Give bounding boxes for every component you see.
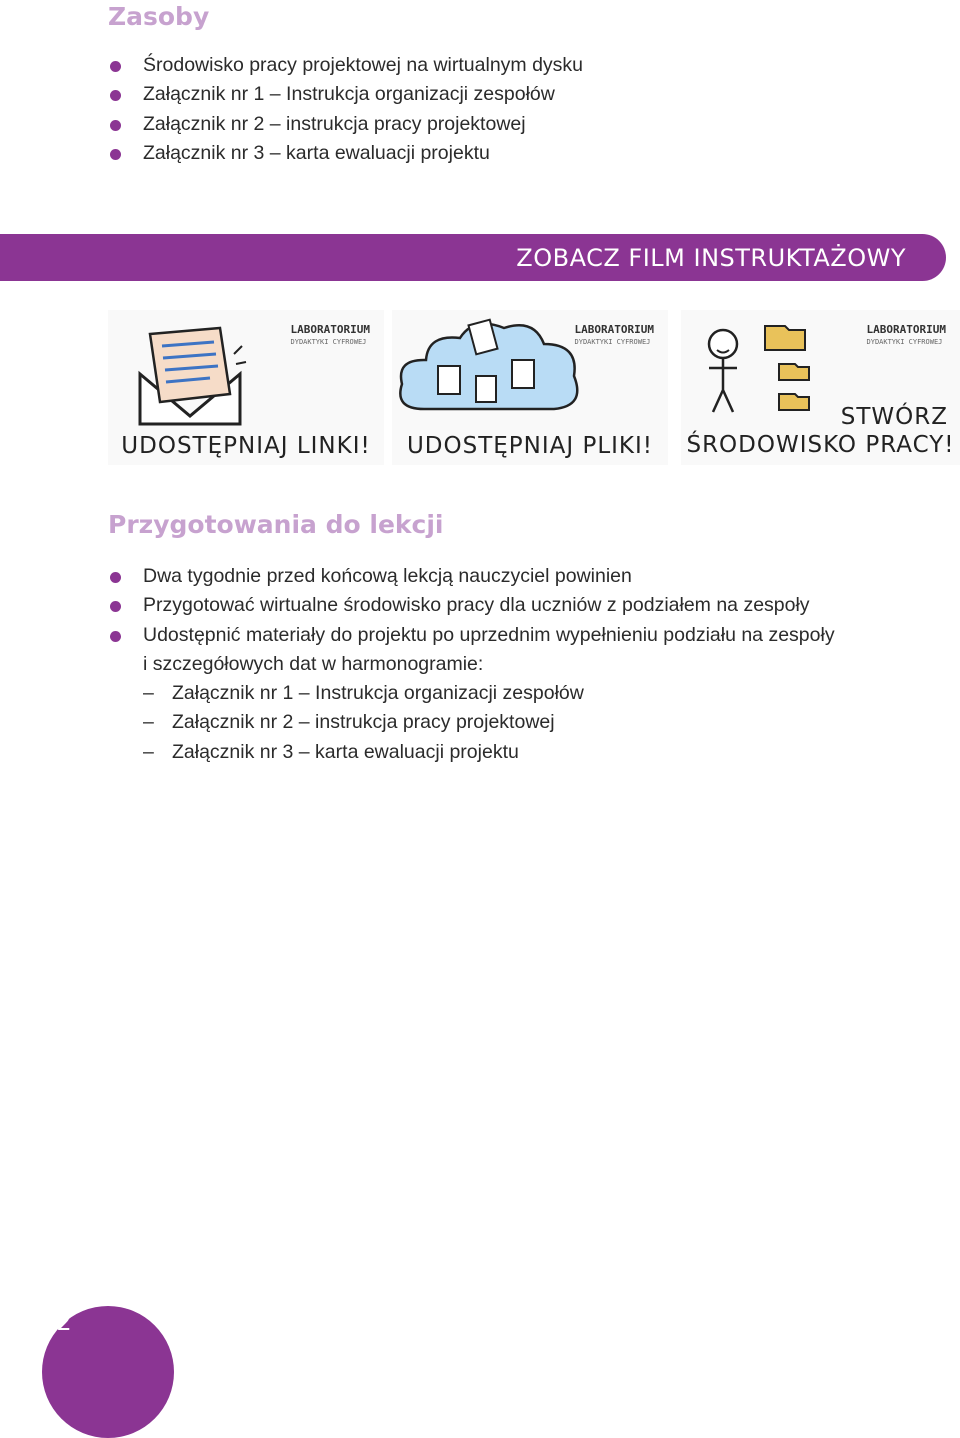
preparation-list	[108, 562, 835, 767]
video-thumbnail-share-files[interactable]	[392, 310, 668, 465]
video-thumbnail-share-links[interactable]	[108, 310, 384, 465]
lab-logo: LABORATORIUM DYDAKTYKI CYFROWEJ	[290, 323, 370, 346]
page-number: 2	[56, 1308, 72, 1336]
list-item-continuation: i szczegółowych dat w harmonogramie:	[143, 652, 484, 675]
envelope-icon	[130, 324, 250, 434]
cloud-icon	[394, 314, 584, 424]
list-item: Przygotować wirtualne środowisko pracy dla uczniów z podziałem na zespoły	[108, 591, 835, 620]
caption-line: ŚRODOWISKO PRACY!	[686, 432, 955, 458]
sub-list-item: – Załącznik nr 1 – Instrukcja organizacji zespołów	[108, 679, 835, 708]
caption-line: STWÓRZ	[840, 404, 948, 430]
video-caption	[681, 403, 960, 459]
list-item: Załącznik nr 3 – karta ewaluacji projektu	[108, 139, 583, 168]
list-item: Środowisko pracy projektowej na wirtualnym dysku	[108, 51, 583, 80]
list-item: Załącznik nr 2 – instrukcja pracy projektowej	[108, 110, 583, 139]
lab-logo: LABORATORIUM DYDAKTYKI CYFROWEJ	[866, 323, 946, 346]
preparation-heading: Przygotowania do lekcji	[108, 510, 444, 539]
lab-logo: LABORATORIUM DYDAKTYKI CYFROWEJ	[574, 323, 654, 346]
list-item: Udostępnić materiały do projektu po uprzednim wypełnieniu podziału na zespoły	[108, 621, 835, 650]
list-item: Załącznik nr 1 – Instrukcja organizacji zespołów	[108, 80, 583, 109]
sub-list-item: – Załącznik nr 3 – karta ewaluacji projektu	[108, 738, 835, 767]
watch-video-banner[interactable]	[0, 234, 946, 281]
video-thumbnail-create-workspace[interactable]	[681, 310, 960, 465]
video-caption: UDOSTĘPNIAJ LINKI!	[121, 433, 371, 459]
watch-video-label: ZOBACZ FILM INSTRUKTAŻOWY	[516, 244, 906, 272]
video-caption: UDOSTĘPNIAJ PLIKI!	[406, 433, 654, 459]
sub-list-item: – Załącznik nr 2 – instrukcja pracy projektowej	[108, 708, 835, 737]
resources-heading: Zasoby	[108, 2, 210, 31]
resources-list	[108, 51, 583, 168]
list-item: Dwa tygodnie przed końcową lekcją nauczyciel powinien	[108, 562, 835, 591]
